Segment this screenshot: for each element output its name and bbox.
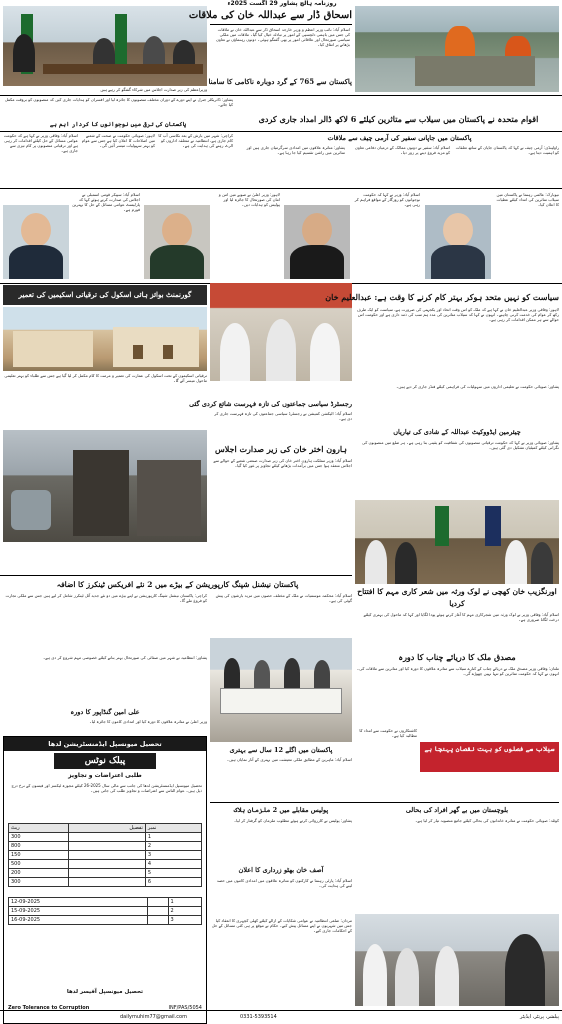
photo-portrait [3, 205, 69, 279]
headline-abbotabad: آصف خان بھٹو زرداری کا اعلان [238, 866, 324, 874]
article-body: اسلام آباد: وفاقی وزیر نے کہا ہے کہ حکومت عوامی مسائل کے حل کیلئے اقدامات کر رہی ہے اور ترقیاتی منصوبوں پر کام تیزی سے جاری ہے۔ [3, 133, 78, 153]
photo-gathering [355, 914, 559, 1006]
notice-footer-left: Zero Tolerance to Corruption [8, 1005, 90, 1011]
article-body: نیویارک: عالمی رہنما نے پاکستان میں سیلاب متاثرین کی امداد کیلئے عطیات کا اعلان کیا۔ [496, 192, 559, 207]
notice-body: تحصیل میونسپل ایڈمنسٹریشن لدھا کی جانب سے مالی سال 2025-26 کیلئے مجوزہ ٹیکسز اور فیسوں کے نرخ درج ذیل ہیں۔ عوام الناس سے اعتراضات و تجاویز طلب کی جاتی ہیں۔ [11, 783, 202, 793]
photo-school-building [3, 307, 207, 371]
article-body: پشاور: صوبائی وزیر نے کہا کہ حکومت ترقیاتی منصوبوں کی شفافیت کو یقینی بنا رہی ہے۔ ہر ضلع میں منصوبوں کی نگرانی کیلئے کمیٹیاں تشکیل دی گئی ہیں۔ [361, 440, 559, 450]
notice-title: پبلک نوٹس [54, 753, 156, 769]
article-body: پشاور: انتظامیہ نے شہر میں صفائی کی صورتحال بہتر بنانے کیلئے خصوصی مہم شروع کر دی ہے۔ [42, 655, 207, 660]
headline-registration: رجسٹرڈ سیاسی جماعتوں کی تازہ فہرست شائع کردی گئی [189, 400, 352, 408]
notice-dates-table: 12-09-2025 1 15-09-2025 2 16-09-2025 3 [8, 897, 202, 925]
notice-office: تحصیل میونسپل ایڈمنسٹریشن لدھا [4, 737, 206, 751]
article-body: اسلام آباد: ماہرین کے مطابق ملکی معیشت میں بہتری کے آثار نمایاں ہیں۔ [226, 757, 352, 762]
article-body: اسلام آباد: پارٹی رہنما نے کارکنوں کو متاثرہ علاقوں میں امدادی کاموں میں حصہ لینے کی ہدایت کی۔ [216, 878, 352, 888]
headline-harun: ہارون اختر خان کی زیر صدارت اجلاس [215, 444, 347, 454]
article-body: کراچی: پاکستان نیشنل شپنگ کارپوریشن نے اپنے بیڑے میں دو نئے جدید آئل ٹینکرز شامل کر لیے ہیں جس سے ملکی تجارت کو فروغ ملے گا۔ [5, 593, 207, 603]
article-body: لاہور: صوبائی حکومت نے صحت کے شعبے میں اصلاحات کا اعلان کیا ہے جس سے عوام کو بہتر سہولیات میسر آئیں گی۔ [81, 133, 155, 148]
photo-portrait [284, 205, 350, 279]
article-body: اسلام آباد: سپیکر قومی اسمبلی نے اجلاس کی صدارت کرتے ہوئے کہا کہ پارلیمنٹ عوامی مسائل کے حل کا بہترین فورم ہے۔ [72, 192, 140, 212]
article-body: اسلام آباد: وزیر مملکت ہارون اختر خان کی زیر صدارت صنعتی شعبے کے حوالے سے اجلاس منعقد ہوا جس میں برآمدات بڑھانے کیلئے تجاویز پر غور کیا گیا۔ [213, 458, 352, 468]
article-body: اسلام آباد: محکمہ موسمیات نے ملک کے مختلف حصوں میں مزید بارشوں کی پیش گوئی کی ہے۔ [215, 593, 352, 603]
article-body: اسلام آباد: نائب وزیر اعظم و وزیر خارجہ اسحاق ڈار سے عبداللہ خان نے ملاقات کی جس میں باہمی دلچسپی کے امور پر تبادلہ خیال کیا گیا۔ ملاقات میں ملکی سیاسی صورتحال اور علاقائی امور پر بھی گفتگو ہوئی۔ دونوں رہنماؤں نے تعاون بڑھانے پر اتفاق کیا۔ [215, 27, 350, 47]
headline-abdul-aleem: سیاست کو نہیں متحد ہوکر بہتر کام کرنے کا وقت ہے: عبدالعلیم خان [325, 292, 559, 302]
article-body: ترقیاتی اسکیموں کے تحت اسکول کی عمارت کی تعمیر و مرمت کا کام مکمل کر لیا گیا ہے جس سے طلباء کو بہتر تعلیمی ماحول میسر آئے گا۔ [4, 373, 207, 383]
article-body: وزیر اعلیٰ نے متاثرہ علاقوں کا دورہ کیا اور امدادی کاموں کا جائزہ لیا۔ [89, 719, 207, 724]
headline-twelve-year: پاکستان میں اگلے 12 سال سے بہتری [229, 746, 333, 754]
article-body: لاہور: وفاقی وزیر عبدالعلیم خان نے کہا ہے کہ ملک کو اس وقت اتحاد اور یکجہتی کی ضرورت ہے، سیاست کو ایک طرف رکھ کر عوام کی خدمت کرنی چاہیے۔ انہوں نے کہا کہ سیلاب متاثرین کی مدد ہم سب کی ذمہ داری ہے اور حکومت اس حوالے سے ہر ممکن اقدامات کر رہی ہے۔ [356, 307, 559, 322]
headline-river-visit: مصدق ملک کا دریائے چناب کا دورہ [398, 652, 516, 662]
notice-subtitle: طلبی اعتراضات و تجاویز [68, 772, 142, 779]
photo-portrait [144, 205, 210, 279]
headline-left-top: پاکستان کی ترقی میں نوجوانوں کا کردار اہم ہے [49, 121, 187, 128]
footer-phone: 0331-5393514 [240, 1014, 277, 1020]
banner-left: گورنمنٹ بوائز ہائی اسکول کی ترقیاتی اسکیمیں کی تعمیر [3, 285, 207, 305]
headline-shipping: پاکستان نیشنل شپنگ کارپوریشن کے بیڑے میں 2 نئے افریکس ٹینکرز کا اضافہ [56, 580, 299, 589]
article-body: اسلام آباد: الیکشن کمیشن نے رجسٹرڈ سیاسی جماعتوں کی تازہ فہرست جاری کر دی ہے۔ [214, 411, 352, 421]
headline-japan-meeting: پاکستان میں جاپانی سفیر کی آرمی چیف سے ملاقات [327, 134, 472, 142]
photo-rally [210, 638, 352, 742]
footer-email: dailymuhim77@gmail.com [120, 1014, 187, 1020]
photo-portrait [425, 205, 491, 279]
photo-conference [355, 500, 559, 584]
notice-footer-right: INF/PAS/5054 [168, 1005, 202, 1011]
headline-chairman: چیئرمین ایڈووکیٹ عبداللہ کے شادی کی تیاریاں [393, 428, 521, 436]
photo-official-meeting [3, 6, 207, 86]
article-body: کاشتکاروں نے حکومت سے امداد کا مطالبہ کیا ہے۔ [359, 728, 417, 738]
public-notice [3, 736, 207, 1024]
headline-balochistan: بلوچستان میں بے گھر افراد کی بحالی [405, 806, 509, 814]
flood-red-banner: سیلاب سے فصلوں کو بہت نقصان پہنچا ہے [420, 742, 559, 772]
article-body: پشاور: ڈائریکٹر جنرل نے اپنے دورے کے دوران مختلف منصوبوں کا جائزہ لیا اور افسران کو ہدایات جاری کیں کہ منصوبوں کو بروقت مکمل کیا جائے۔ [4, 97, 233, 107]
article-body: لاہور: وزیر اعلیٰ نے صوبے میں امن و امان کی صورتحال کا جائزہ لیا اور پولیس کو ہدایات دیں۔ [218, 192, 280, 207]
headline-pakistan-gas: پاکستان سے 765 کے گرد دوبارہ ناکامی کا سامنا [208, 77, 352, 86]
notice-sign: تحصیل میونسپل آفیسر لدھا [66, 989, 144, 995]
footer-imprint: پبلشر، پرنٹر، ایڈیٹر [519, 1014, 559, 1020]
article-body: مردان: ضلعی انتظامیہ نے عوامی شکایات کے ازالے کیلئے کھلی کچہری کا انعقاد کیا جس میں شہریوں نے اپنے مسائل پیش کیے۔ حکام نے موقع پر ہی کئی مسائل کے حل کے احکامات جاری کیے۔ [211, 918, 352, 933]
photo-flood-rescue [355, 6, 559, 92]
article-body: پشاور: متاثرہ علاقوں میں امدادی سرگرمیاں جاری ہیں اور متاثرین میں راشن تقسیم کیا جا رہا ہے۔ [246, 145, 345, 155]
article-body: اسلام آباد: وفاقی وزیر نے لوک ورثہ میں شجرکاری مہم کا آغاز کرتے ہوئے پودا لگایا اور کہا کہ ماحول کی بہتری کیلئے درخت لگانا ضروری ہے۔ [363, 612, 559, 622]
article-body: کراچی: شہر میں بارش کے بعد نکاسی آب کا کام جاری ہے، انتظامیہ نے متعلقہ اداروں کو الرٹ رہنے کی ہدایت کی ہے۔ [158, 133, 233, 148]
article-body: کوئٹہ: صوبائی حکومت نے متاثرہ خاندانوں کی بحالی کیلئے جامع منصوبہ تیار کر لیا ہے۔ [415, 818, 559, 823]
headline-ali-amin: علی امین گنڈاپور کا دورہ [70, 708, 140, 716]
notice-rates-table: ریٹ تفصیل نمبر 300 1 800 2 150 3 500 4 200 5 300 6 [8, 823, 202, 887]
headline-top-center: اسحاق ڈار سے عبداللہ خان کی ملاقات [188, 10, 352, 21]
article-body: اسلام آباد: سفیر نے دونوں ممالک کے درمیان دفاعی تعاون کو مزید فروغ دینے پر زور دیا۔ [354, 145, 450, 155]
headline-aurangzeb: اورنگزیب خان کھچی نے لوک ورثہ میں شعر کاری مہم کا افتتاح کردیا [357, 587, 557, 608]
headline-un-pledge: اقوام متحدہ نے پاکستان میں سیلاب سے متاثرین کیلئے 6 لاکھ ڈالر امداد جاری کردی [258, 114, 539, 124]
date-line: روزنامہ ہالچ پشاور 29 اگست 2025ء [227, 0, 337, 7]
photo-construction [3, 430, 207, 542]
article-body: اسلام آباد: وزیر نے کہا کہ حکومت نوجوانوں کو روزگار کے مواقع فراہم کر رہی ہے۔ [354, 192, 420, 207]
article-body: پشاور: پولیس نے کارروائی کرتے ہوئے مطلوب ملزمان کو گرفتار کر لیا۔ [233, 818, 352, 823]
photo-caption: وزیراعظم کی زیر صدارت اجلاس میں شرکاء گفتگو کر رہے ہیں [100, 87, 207, 92]
article-body: راولپنڈی: آرمی چیف نے کہا کہ پاکستان جاپان کے ساتھ تعلقات کو اہمیت دیتا ہے۔ [455, 145, 559, 155]
article-body: ملتان: وفاقی وزیر مصدق ملک نے دریائے چناب کے کنارے سیلاب سے متاثرہ علاقوں کا دورہ کیا اور متاثرین سے ملاقات کی۔ انہوں نے کہا کہ حکومت متاثرین کو تنہا نہیں چھوڑے گی۔ [356, 666, 559, 676]
headline-police: پولیس مقابلے میں 2 ملزمان ہلاک [233, 806, 329, 814]
article-body: پشاور: صوبائی حکومت نے تعلیمی اداروں میں سہولیات کی فراہمی کیلئے فنڈز جاری کر دیے ہیں۔ [396, 384, 559, 389]
